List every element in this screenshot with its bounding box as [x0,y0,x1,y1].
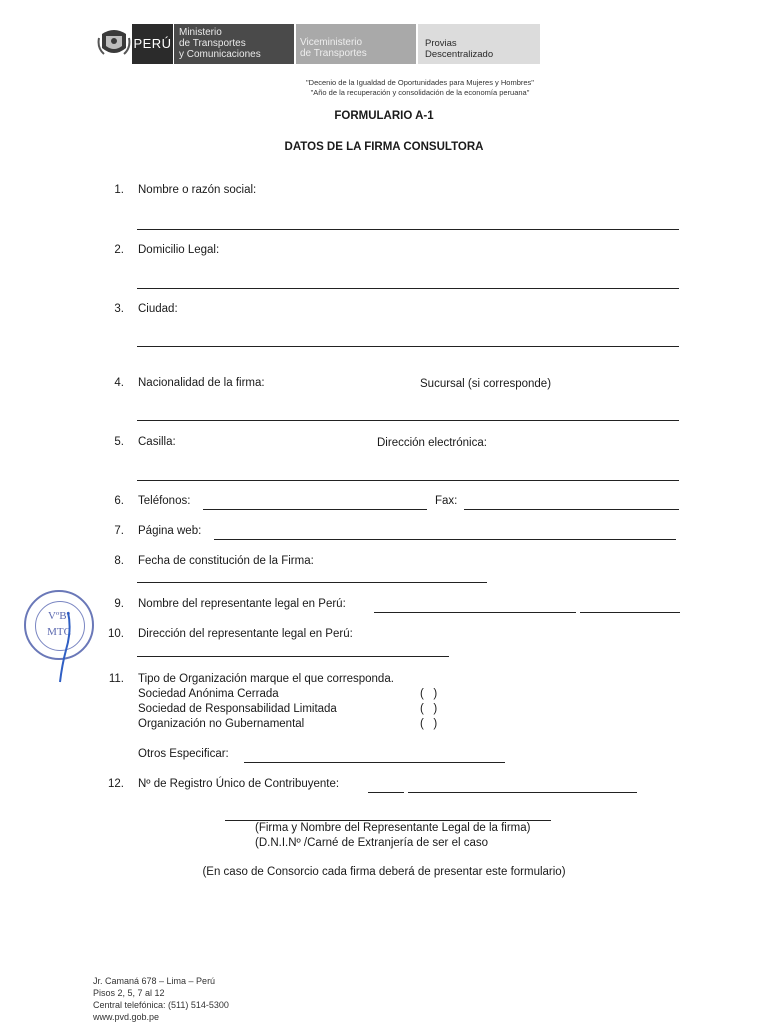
field-label-nacionalidad: Nacionalidad de la firma: [138,377,265,389]
provias-line-2: Descentralizado [425,49,494,60]
form-subtitle: DATOS DE LA FIRMA CONSULTORA [284,141,484,153]
ministerio-line-2: de Transportes [179,38,246,49]
form-title: FORMULARIO A-1 [334,110,434,122]
coat-of-arms-icon [96,24,132,64]
blank-line-pagina-web[interactable] [214,539,676,540]
field-label-domicilio: Domicilio Legal: [138,244,220,256]
field-number: 5. [114,436,124,448]
field-label-tipo-organizacion: Tipo de Organización marque el que corresponda. [138,673,394,685]
viceministerio-line-1: Viceministerio [300,37,363,48]
field-label-direccion-electronica: Dirección electrónica: [377,437,487,449]
field-label-fax: Fax: [435,495,458,507]
blank-line-otros[interactable] [244,762,505,763]
peru-logo: PERÚ [132,24,173,64]
field-label-otros: Otros Especificar: [138,748,229,760]
field-number: 6. [114,495,124,507]
blank-line-fax[interactable] [464,509,679,510]
decenio-text [240,78,600,98]
blank-line-ruc-1[interactable] [368,792,404,793]
provias-logo [418,24,540,64]
provias-line-1: Provias [425,38,457,49]
stamp-mtc: MTC [47,626,71,638]
blank-line-representante-2[interactable] [580,612,680,613]
field-number: 2. [114,244,124,256]
signature-label-2: (D.N.I.Nº /Carné de Extranjería de ser el caso [255,837,489,849]
field-number: 12. [108,778,124,790]
field-number: 8. [114,555,124,567]
field-label-ruc: Nº de Registro Único de Contribuyente: [138,778,340,790]
field-number: 7. [114,525,124,537]
stamp-vb: VºBº [47,610,71,622]
field-label-telefonos: Teléfonos: [138,495,191,507]
footer-line-4: www.pvd.gob.pe [93,1012,160,1022]
field-label-direccion-representante: Dirección del representante legal en Perú: [138,628,353,640]
field-label-representante: Nombre del representante legal en Perú: [138,598,346,610]
footer-address [93,975,229,1023]
checkbox-srl[interactable]: ( ) [420,703,438,715]
ministerio-line-3: y Comunicaciones [179,49,261,60]
decenio-line-1: "Decenio de la Igualdad de Oportunidades para Mujeres y Hombres" [306,78,534,87]
field-number: 10. [108,628,124,640]
field-number: 4. [114,377,124,389]
viceministerio-logo [296,24,416,64]
field-label-fecha-constitucion: Fecha de constitución de la Firma: [138,555,314,567]
field-label-ciudad: Ciudad: [138,303,178,315]
blank-line-representante[interactable] [374,612,576,613]
blank-line-direccion-representante[interactable] [137,656,449,657]
blank-line-nombre[interactable] [137,229,679,230]
checkbox-sac[interactable]: ( ) [420,688,438,700]
signature-line[interactable] [225,820,551,821]
field-label-sucursal: Sucursal (si corresponde) [420,378,552,390]
field-number: 9. [114,598,124,610]
blank-line-fecha-constitucion[interactable] [137,582,487,583]
field-number: 3. [114,303,124,315]
footer-line-2: Pisos 2, 5, 7 al 12 [93,988,165,998]
decenio-line-2: "Año de la recuperación y consolidación de la economía peruana" [310,88,530,97]
checkbox-ong[interactable]: ( ) [420,718,438,730]
signature-label-1: (Firma y Nombre del Representante Legal de la firma) [255,822,531,834]
blank-line-telefonos[interactable] [203,509,427,510]
consorcio-note: (En caso de Consorcio cada firma deberá de presentar este formulario) [202,866,566,878]
field-label-casilla: Casilla: [138,436,176,448]
footer-line-3: Central telefónica: (511) 514-5300 [93,1000,229,1010]
blank-line-domicilio[interactable] [137,288,679,289]
option-sac: Sociedad Anónima Cerrada [138,688,279,700]
field-number: 11. [108,673,124,685]
viceministerio-line-2: de Transportes [300,48,367,59]
blank-line-nacionalidad[interactable] [137,420,679,421]
blank-line-casilla[interactable] [137,480,679,481]
field-label-nombre: Nombre o razón social: [138,184,257,196]
field-number: 1. [114,184,124,196]
ministerio-line-1: Ministerio [179,27,222,38]
field-label-pagina-web: Página web: [138,525,202,537]
footer-line-1: Jr. Camaná 678 – Lima – Perú [93,976,216,986]
signature-stroke-icon [50,610,80,685]
blank-line-ruc-2[interactable] [408,792,637,793]
blank-line-ciudad[interactable] [137,346,679,347]
option-srl: Sociedad de Responsabilidad Limitada [138,703,337,715]
option-ong: Organización no Gubernamental [138,718,305,730]
ministerio-logo [174,24,294,64]
